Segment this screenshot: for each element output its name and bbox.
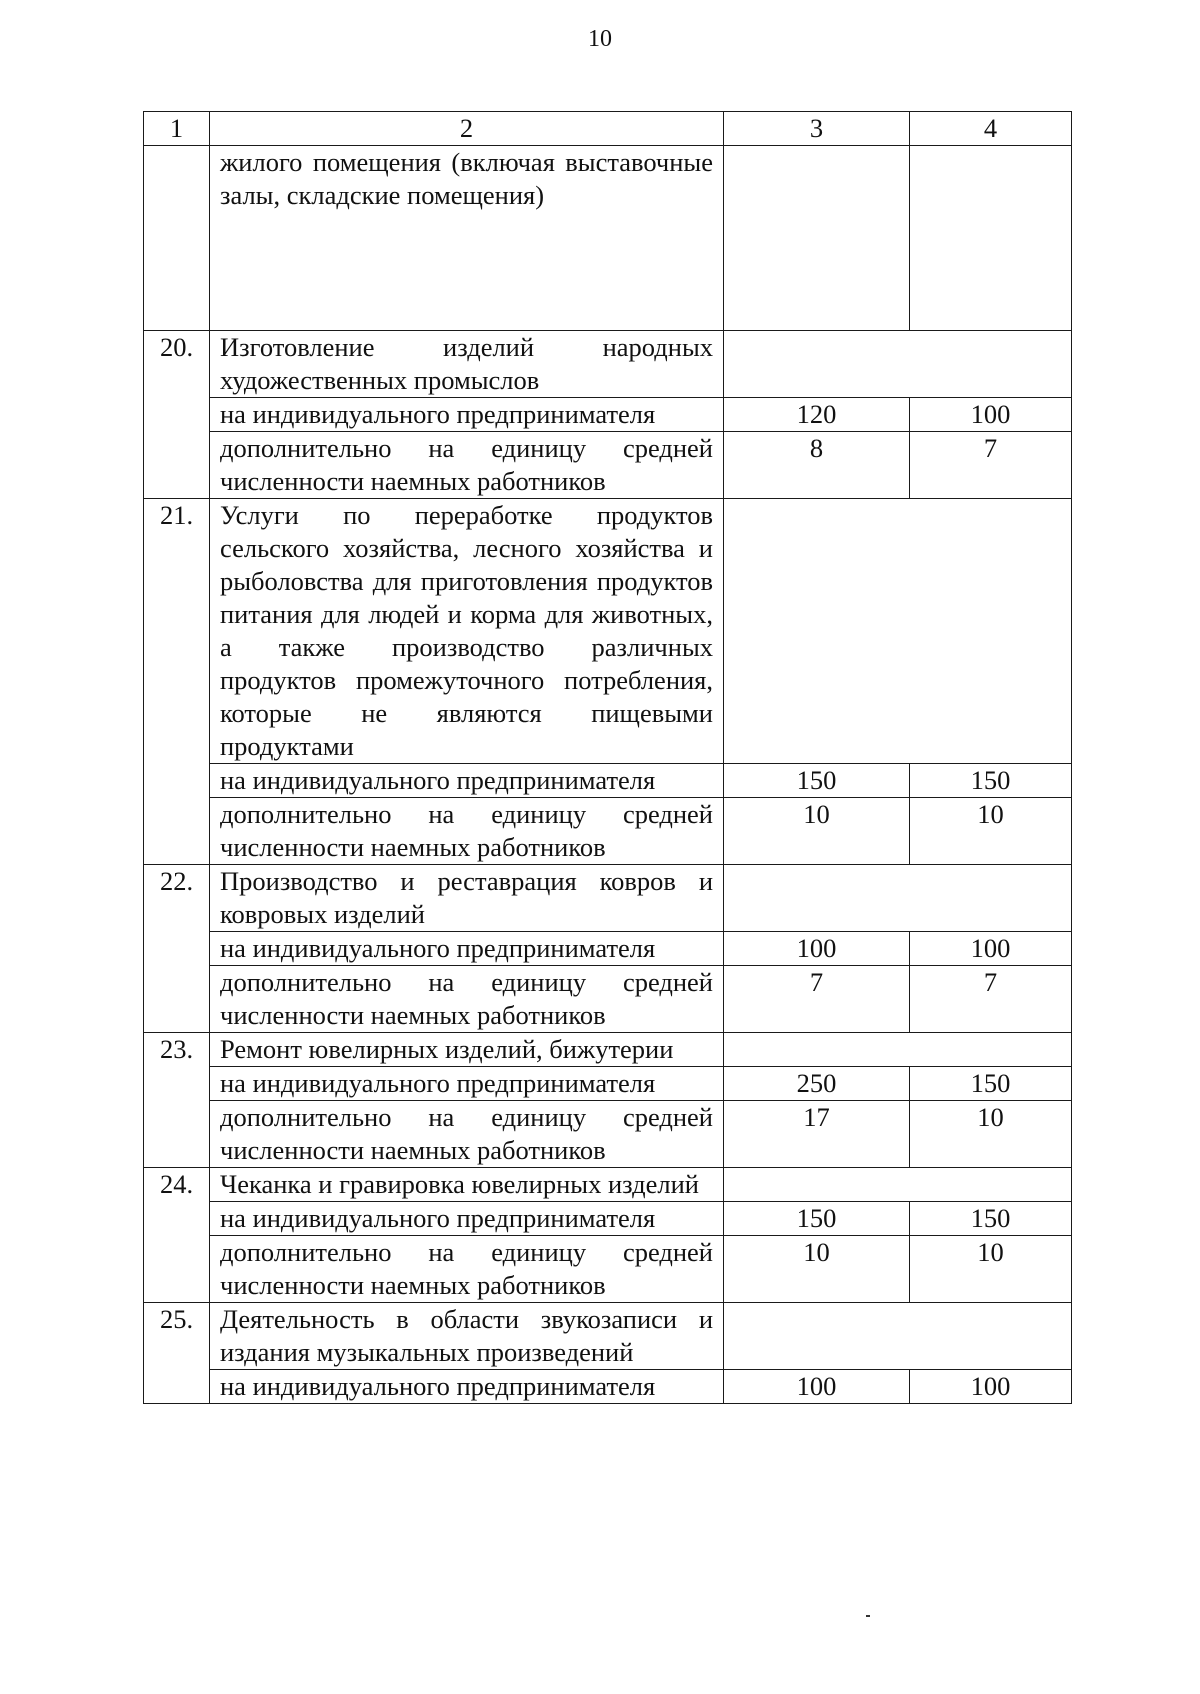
item-title-row — [144, 1303, 1072, 1370]
rate-label: на индивидуального предпринимателя — [210, 764, 724, 798]
rate-label: дополнительно на единицу средней численности наемных работников — [210, 1236, 724, 1303]
item-number: 22. — [144, 865, 210, 1033]
item-number: 25. — [144, 1303, 210, 1404]
rate-label: на индивидуального предпринимателя — [210, 1370, 724, 1404]
table-body — [144, 146, 1072, 1404]
rate-label: на индивидуального предпринимателя — [210, 932, 724, 966]
item-title-empty-cell — [724, 1168, 1072, 1202]
item-title-empty-cell — [724, 1033, 1072, 1067]
column-number-row — [144, 112, 1072, 146]
rate-row — [144, 398, 1072, 432]
continuation-col4-cell — [910, 146, 1072, 331]
rate-label: на индивидуального предпринимателя — [210, 1067, 724, 1101]
rate-label: на индивидуального предпринимателя — [210, 398, 724, 432]
rate-row — [144, 1101, 1072, 1168]
rate-row — [144, 798, 1072, 865]
column-number-3: 3 — [724, 112, 910, 146]
rate-row — [144, 1067, 1072, 1101]
rate-value-col4: 10 — [910, 798, 1072, 865]
rate-row — [144, 1236, 1072, 1303]
item-title: Деятельность в области звукозаписи и издания музыкальных произведений — [210, 1303, 724, 1370]
rate-label: дополнительно на единицу средней численности наемных работников — [210, 798, 724, 865]
item-title-row — [144, 865, 1072, 932]
rate-value-col4: 7 — [910, 432, 1072, 499]
rate-label: дополнительно на единицу средней численности наемных работников — [210, 432, 724, 499]
item-title: Изготовление изделий народных художественных промыслов — [210, 331, 724, 398]
item-title: Чеканка и гравировка ювелирных изделий — [210, 1168, 724, 1202]
rate-value-col4: 100 — [910, 1370, 1072, 1404]
item-title: Ремонт ювелирных изделий, бижутерии — [210, 1033, 724, 1067]
rates-table — [143, 111, 1072, 1404]
rate-value-col3: 100 — [724, 1370, 910, 1404]
rate-value-col4: 7 — [910, 966, 1072, 1033]
rate-row — [144, 764, 1072, 798]
column-number-1: 1 — [144, 112, 210, 146]
column-number-2: 2 — [210, 112, 724, 146]
rate-value-col3: 150 — [724, 764, 910, 798]
rate-value-col3: 100 — [724, 932, 910, 966]
rate-value-col3: 250 — [724, 1067, 910, 1101]
column-number-4: 4 — [910, 112, 1072, 146]
rate-value-col3: 10 — [724, 798, 910, 865]
rate-value-col3: 10 — [724, 1236, 910, 1303]
rate-value-col4: 150 — [910, 1067, 1072, 1101]
item-title-row — [144, 331, 1072, 398]
rate-value-col4: 100 — [910, 932, 1072, 966]
rate-value-col3: 8 — [724, 432, 910, 499]
rate-value-col3: 150 — [724, 1202, 910, 1236]
rate-row — [144, 1202, 1072, 1236]
rate-value-col3: 120 — [724, 398, 910, 432]
item-title-empty-cell — [724, 331, 1072, 398]
rate-value-col4: 150 — [910, 764, 1072, 798]
rate-row — [144, 432, 1072, 499]
rate-value-col3: 7 — [724, 966, 910, 1033]
item-title: Услуги по переработке продуктов сельского хозяйства, лесного хозяйства и рыболовства для приготовления продуктов питания для людей и корма для животных, а также производство различных продуктов промежуточного потребления, которые не являются пищевыми продуктами — [210, 499, 724, 764]
continuation-row — [144, 146, 1072, 331]
item-title-row — [144, 1168, 1072, 1202]
scan-speck — [866, 1615, 870, 1617]
rate-row — [144, 1370, 1072, 1404]
rate-label: дополнительно на единицу средней численности наемных работников — [210, 1101, 724, 1168]
item-number: 23. — [144, 1033, 210, 1168]
item-title-empty-cell — [724, 865, 1072, 932]
rate-value-col4: 10 — [910, 1236, 1072, 1303]
rate-value-col3: 17 — [724, 1101, 910, 1168]
rate-row — [144, 966, 1072, 1033]
continuation-text: жилого помещения (включая выставочные залы, складские помещения) — [210, 146, 724, 331]
item-title-row — [144, 499, 1072, 764]
rate-row — [144, 932, 1072, 966]
item-number: 21. — [144, 499, 210, 865]
rate-label: дополнительно на единицу средней численности наемных работников — [210, 966, 724, 1033]
rate-value-col4: 100 — [910, 398, 1072, 432]
table-header — [144, 112, 1072, 146]
item-title-empty-cell — [724, 499, 1072, 764]
continuation-number-cell — [144, 146, 210, 331]
continuation-col3-cell — [724, 146, 910, 331]
rate-value-col4: 10 — [910, 1101, 1072, 1168]
item-number: 24. — [144, 1168, 210, 1303]
item-title: Производство и реставрация ковров и ковровых изделий — [210, 865, 724, 932]
rate-label: на индивидуального предпринимателя — [210, 1202, 724, 1236]
item-number: 20. — [144, 331, 210, 499]
item-title-row — [144, 1033, 1072, 1067]
item-title-empty-cell — [724, 1303, 1072, 1370]
page-number: 10 — [588, 26, 612, 52]
rate-value-col4: 150 — [910, 1202, 1072, 1236]
